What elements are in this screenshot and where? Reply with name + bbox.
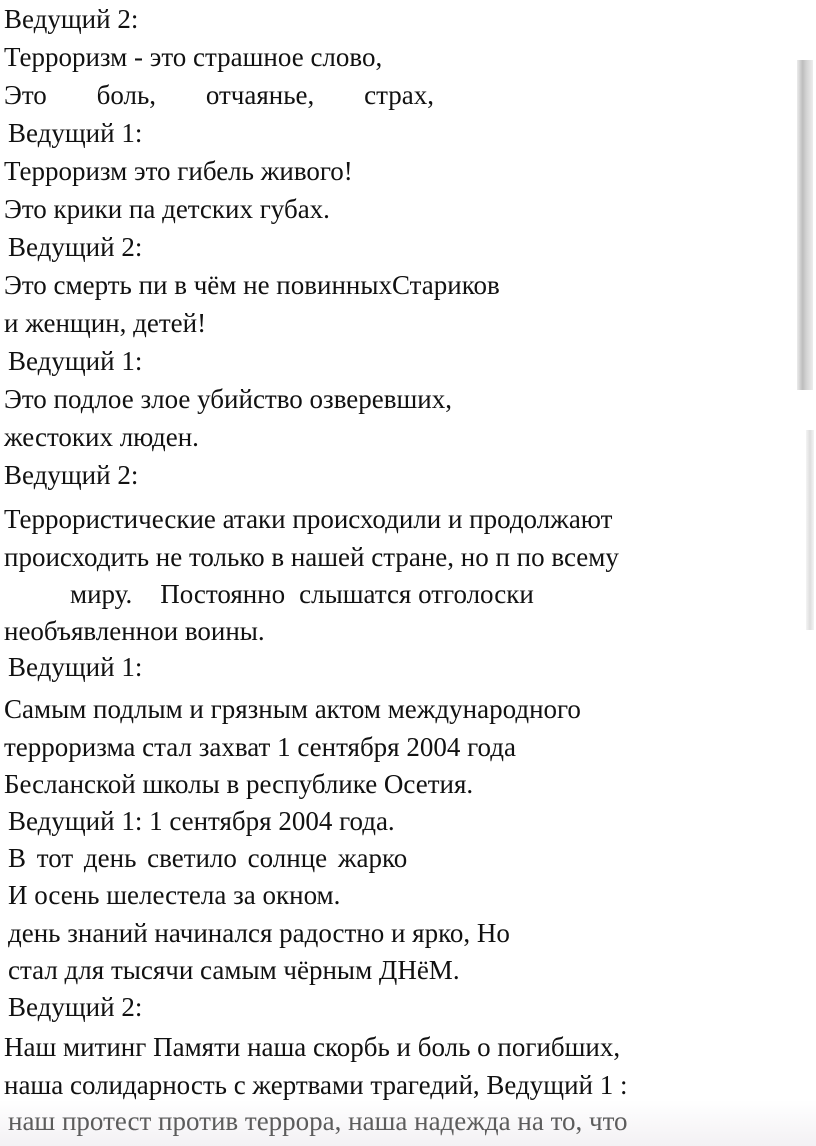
- speaker-label: Ведущий 2:: [4, 460, 139, 490]
- poem-line-justified: [4, 78, 434, 112]
- paragraph-line: необъявленнои воины.: [4, 616, 265, 646]
- poem-line: И осень шелестела за окном.: [8, 880, 341, 910]
- paragraph-line-faded: наш протест против террора, наша надежда на то, что: [8, 1106, 628, 1136]
- word: слышатся отголоски: [299, 579, 534, 609]
- speaker-label: Ведущий 1: 1 сентября 2004 года.: [8, 806, 395, 836]
- paragraph-line: происходить не только в нашей стране, но п по всему: [4, 542, 619, 572]
- word: Это: [4, 80, 47, 110]
- paragraph-line: наша солидарность с жертвами трагедий, Ведущий 1 :: [4, 1070, 628, 1100]
- word: отчаянье,: [205, 80, 315, 110]
- poem-line: жестоких люден.: [4, 422, 199, 452]
- scan-edge-shadow: [797, 60, 813, 390]
- word: страх,: [364, 80, 434, 110]
- poem-line: стал для тысячи самым чёрным ДНёМ.: [8, 955, 460, 985]
- paragraph-line: Наш митинг Памяти наша скорбь и боль о погибших,: [4, 1032, 621, 1062]
- poem-line: Это крики па детских губах.: [4, 194, 330, 224]
- paragraph-line: терроризма стал захват 1 сентября 2004 года: [4, 732, 516, 762]
- speaker-label: Ведущий 1:: [8, 118, 143, 148]
- speaker-label: Ведущий 2:: [4, 4, 139, 34]
- poem-line: Терроризм это гибель живого!: [4, 156, 353, 186]
- speaker-label: Ведущий 1:: [8, 346, 143, 376]
- poem-line: и женщин, детей!: [4, 308, 207, 338]
- poem-line: Это смерть пи в чём не повинныхСтариков: [4, 270, 500, 300]
- scan-edge-shadow-lower: [806, 430, 814, 630]
- speaker-label: Ведущий 2:: [8, 992, 143, 1022]
- speaker-label: Ведущий 1:: [8, 652, 143, 682]
- poem-line: Это подлое злое убийство озверевших,: [4, 384, 453, 414]
- word: Постоянно: [160, 579, 286, 609]
- word: миру.: [70, 579, 133, 609]
- poem-line: день знаний начинался радостно и ярко, Но: [8, 918, 510, 948]
- paragraph-line: Бесланской школы в республике Осетия.: [4, 769, 474, 799]
- paragraph-line: Самым подлым и грязным актом международного: [4, 694, 581, 724]
- poem-line: Терроризм - это страшное слово,: [4, 42, 383, 72]
- word: боль,: [96, 80, 157, 110]
- paragraph-line-spaced: [70, 577, 534, 611]
- poem-line: В тот день светило солнце жарко: [8, 843, 408, 873]
- speaker-label: Ведущий 2:: [8, 232, 143, 262]
- paragraph-line: Террористические атаки происходили и продолжают: [4, 504, 613, 534]
